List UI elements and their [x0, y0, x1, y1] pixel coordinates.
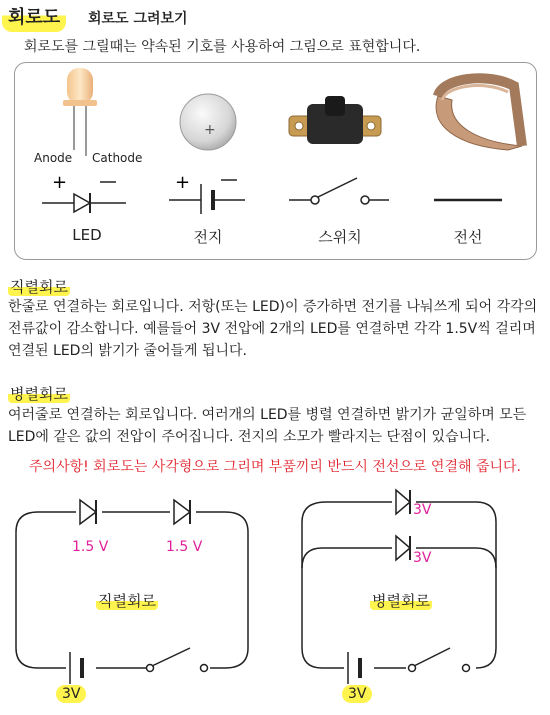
parallel-paragraph	[8, 404, 548, 448]
series-line-2: 전류값이 감소합니다. 예를들어 3V 전압에 2개의 LED를 연결하면 각각 1.5V씩 걸리며	[8, 321, 536, 337]
page-title-badge: 회로도	[2, 2, 66, 32]
coin-battery-illustration	[170, 90, 250, 160]
series-line-3: 연결된 LED의 밝기가 줄어들게 됩니다.	[8, 343, 248, 359]
series-led1-voltage: 1.5 V	[72, 539, 109, 555]
series-circuit-diagram	[10, 488, 260, 688]
switch-illustration	[285, 94, 385, 154]
parallel-line-1: 여러줄로 연결하는 회로입니다. 여러개의 LED를 병렬 연결하면 밝기가 균일하며 모든	[8, 407, 527, 423]
series-led2-voltage: 1.5 V	[166, 539, 203, 555]
intro-text: 회로도를 그릴때는 약속된 기호를 사용하여 그림으로 표현합니다.	[24, 39, 421, 55]
battery-plus-mark: +	[204, 122, 216, 138]
wire-illustration	[418, 66, 528, 166]
led-label: LED	[72, 226, 102, 244]
wire-symbol-icon	[430, 190, 510, 210]
parallel-led2-voltage: 3V	[413, 550, 432, 566]
battery-plus-sign: +	[175, 172, 191, 193]
parallel-battery-voltage: 3V	[342, 683, 372, 703]
parallel-diagram-label: 병렬회로	[372, 592, 430, 610]
led-rim	[63, 100, 97, 106]
led-anode-label: Anode	[34, 151, 73, 165]
series-battery-voltage: 3V	[56, 683, 86, 703]
battery-symbol-icon	[165, 170, 255, 220]
switch-label: 스위치	[318, 228, 362, 246]
page-subtitle: 회로도 그려보기	[88, 11, 188, 27]
series-line-1: 한줄로 연결하는 회로입니다. 저항(또는 LED)이 증가하면 전기를 나눠쓰게 되어 각각의	[8, 299, 538, 315]
led-body	[67, 68, 93, 104]
parallel-section-title: 병렬회로	[10, 385, 68, 403]
diode-triangle	[74, 194, 90, 212]
parallel-circuit-diagram	[298, 482, 506, 688]
battery-label: 전지	[193, 228, 223, 246]
wire-label: 전선	[453, 228, 483, 246]
series-paragraph	[8, 296, 548, 362]
series-diagram-label: 직렬회로	[98, 592, 156, 610]
led-cathode-label: Cathode	[92, 151, 143, 165]
led-symbol-icon	[36, 170, 136, 220]
switch-symbol-icon	[285, 170, 395, 220]
parallel-line-2: LED에 같은 값의 전압이 주어집니다. 전지의 소모가 빨라지는 단점이 있습니다.	[8, 429, 491, 445]
warning-text: 주의사항! 회로도는 사각형으로 그리며 부품끼리 반드시 전선으로 연결해 줍니다.	[29, 459, 521, 475]
parallel-led1-voltage: 3V	[413, 502, 432, 518]
series-section-title: 직렬회로	[10, 278, 68, 296]
led-plus-sign: +	[52, 172, 68, 193]
